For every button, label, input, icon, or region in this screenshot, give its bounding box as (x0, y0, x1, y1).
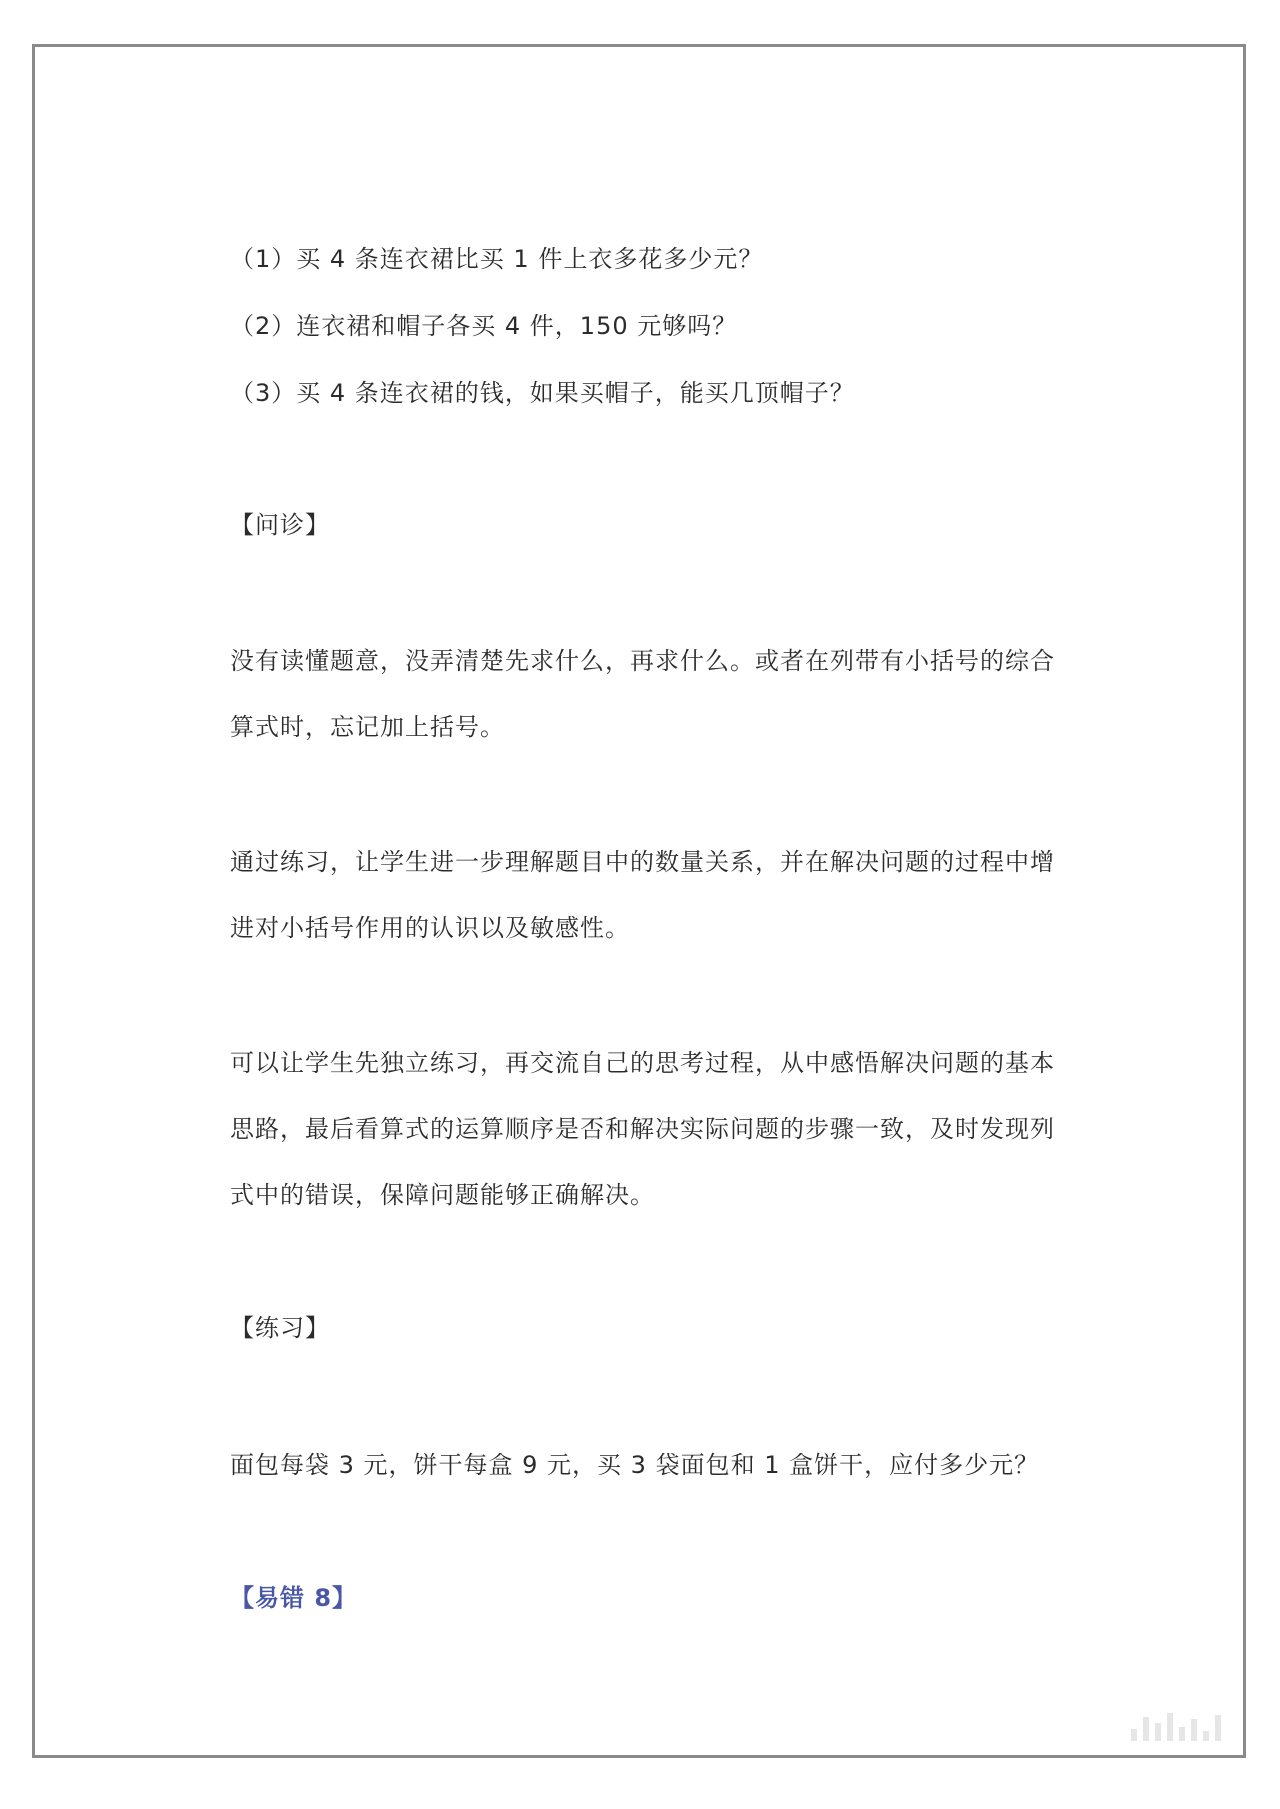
question-2: （2）连衣裙和帽子各买 4 件，150 元够吗？ (230, 312, 738, 340)
question-1: （1）买 4 条连衣裙比买 1 件上衣多花多少元？ (230, 245, 764, 273)
watermark-bar (1131, 1729, 1137, 1741)
error-8-heading: 【易错 8】 (230, 1584, 358, 1612)
diagnosis-paragraph-2-line-2: 进对小括号作用的认识以及敏感性。 (230, 914, 630, 942)
diagnosis-heading: 【问诊】 (230, 511, 330, 539)
practice-heading: 【练习】 (230, 1314, 330, 1342)
page-frame (32, 44, 1246, 1758)
watermark-bar (1179, 1727, 1185, 1741)
diagnosis-paragraph-3-line-1: 可以让学生先独立练习，再交流自己的思考过程，从中感悟解决问题的基本 (230, 1049, 1055, 1077)
diagnosis-paragraph-1-line-1: 没有读懂题意，没弄清楚先求什么，再求什么。或者在列带有小括号的综合 (230, 647, 1055, 675)
watermark-bar (1155, 1723, 1161, 1741)
watermark-logo (1131, 1711, 1221, 1741)
question-3: （3）买 4 条连衣裙的钱，如果买帽子，能买几顶帽子？ (230, 379, 855, 407)
diagnosis-paragraph-2-line-1: 通过练习，让学生进一步理解题目中的数量关系，并在解决问题的过程中增 (230, 848, 1055, 876)
diagnosis-paragraph-3-line-2: 思路，最后看算式的运算顺序是否和解决实际问题的步骤一致，及时发现列 (230, 1115, 1055, 1143)
watermark-bar (1143, 1717, 1149, 1741)
watermark-bar (1203, 1731, 1209, 1741)
practice-question: 面包每袋 3 元，饼干每盒 9 元，买 3 袋面包和 1 盒饼干，应付多少元？ (230, 1451, 1040, 1479)
watermark-bar (1167, 1713, 1173, 1741)
watermark-bar (1191, 1719, 1197, 1741)
diagnosis-paragraph-3-line-3: 式中的错误，保障问题能够正确解决。 (230, 1181, 655, 1209)
watermark-bar (1215, 1715, 1221, 1741)
diagnosis-paragraph-1-line-2: 算式时，忘记加上括号。 (230, 713, 505, 741)
